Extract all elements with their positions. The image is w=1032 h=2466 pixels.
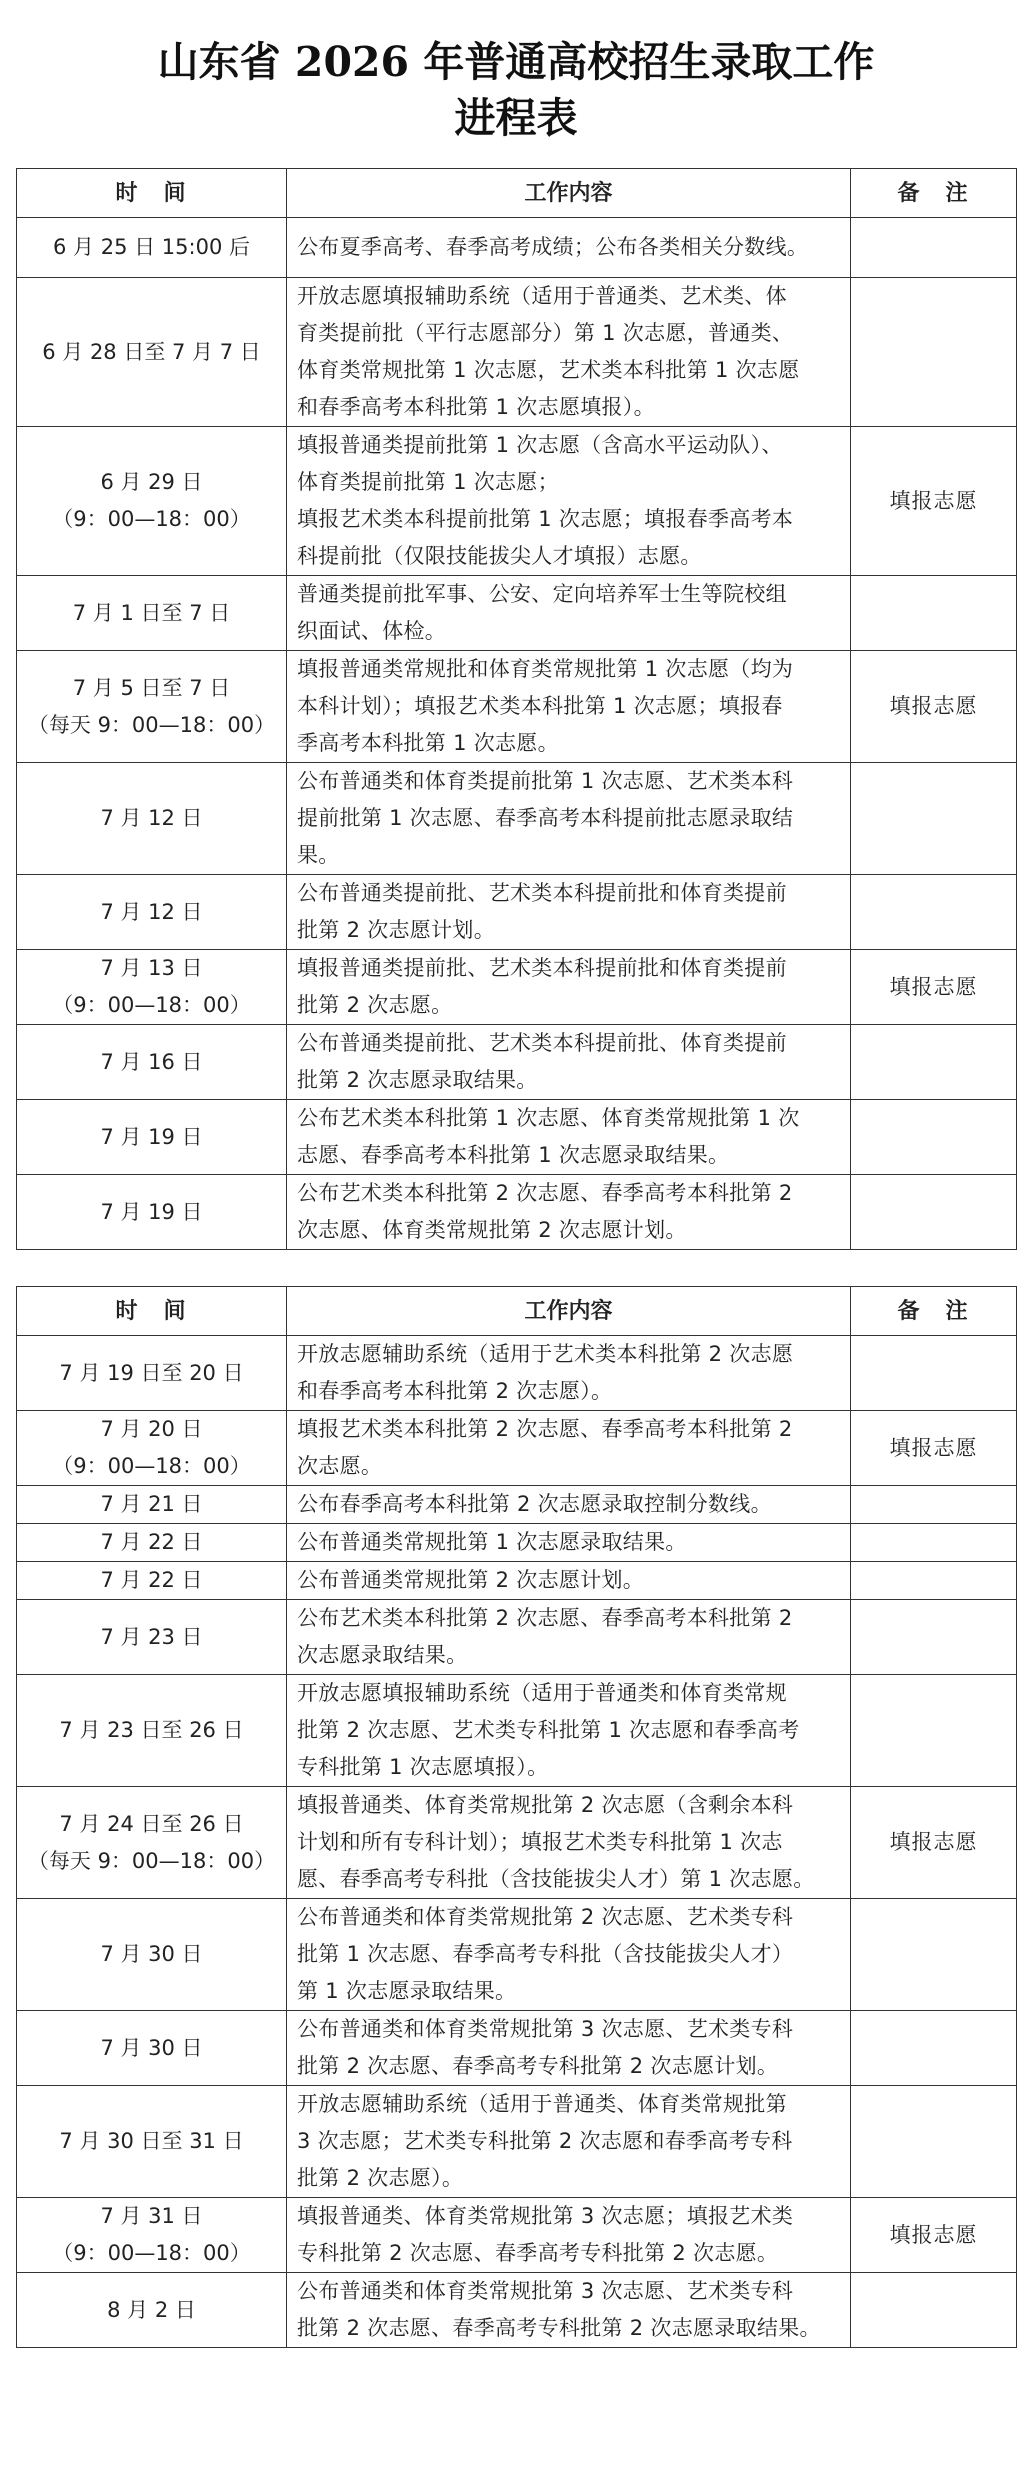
note-cell (851, 1562, 1017, 1600)
time-cell: 7 月 23 日至 26 日 (17, 1675, 287, 1787)
page-title-line1: 山东省 2026 年普通高校招生录取工作 (157, 38, 875, 86)
table-row (17, 1411, 1017, 1486)
table-header-row (17, 1287, 1017, 1336)
table-row (17, 1562, 1017, 1600)
table-row (17, 1600, 1017, 1675)
table-row (17, 1100, 1017, 1175)
content-cell: 填报普通类提前批第 1 次志愿（含高水平运动队）、 体育类提前批第 1 次志愿； 填报艺术类本科提前批第 1 次志愿；填报春季高考本 科提前批（仅限技能拔尖人才填报）志愿。 (287, 427, 851, 576)
table-row (17, 1175, 1017, 1250)
content-cell: 开放志愿辅助系统（适用于普通类、体育类常规批第 3 次志愿；艺术类专科批第 2 次志愿和春季高考专科 批第 2 次志愿）。 (287, 2086, 851, 2198)
time-cell: 7 月 1 日至 7 日 (17, 576, 287, 651)
content-cell: 填报艺术类本科批第 2 次志愿、春季高考本科批第 2 次志愿。 (287, 1411, 851, 1486)
table-row (17, 1336, 1017, 1411)
note-cell (851, 1025, 1017, 1100)
time-cell: 7 月 20 日 （9：00—18：00） (17, 1411, 287, 1486)
content-cell: 公布艺术类本科批第 2 次志愿、春季高考本科批第 2 次志愿、体育类常规批第 2 次志愿计划。 (287, 1175, 851, 1250)
content-cell: 填报普通类、体育类常规批第 2 次志愿（含剩余本科 计划和所有专科计划）；填报艺术类专科批第 1 次志 愿、春季高考专科批（含技能拔尖人才）第 1 次志愿。 (287, 1787, 851, 1899)
time-cell: 7 月 5 日至 7 日 （每天 9：00—18：00） (17, 651, 287, 763)
column-header-time: 时 间 (17, 169, 287, 218)
time-cell: 7 月 31 日 （9：00—18：00） (17, 2198, 287, 2273)
time-cell: 7 月 12 日 (17, 763, 287, 875)
time-cell: 7 月 22 日 (17, 1562, 287, 1600)
content-cell: 公布普通类常规批第 1 次志愿录取结果。 (287, 1524, 851, 1562)
note-cell: 填报志愿 (851, 1787, 1017, 1899)
time-cell: 7 月 24 日至 26 日 （每天 9：00—18：00） (17, 1787, 287, 1899)
time-cell: 7 月 30 日至 31 日 (17, 2086, 287, 2198)
content-cell: 开放志愿填报辅助系统（适用于普通类、艺术类、体 育类提前批（平行志愿部分）第 1 次志愿，普通类、 体育类常规批第 1 次志愿，艺术类本科批第 1 次志愿 和春季高考本科批第 1 次志愿填报）。 (287, 278, 851, 427)
content-cell: 公布普通类和体育类常规批第 2 次志愿、艺术类专科 批第 1 次志愿、春季高考专科批（含技能拔尖人才） 第 1 次志愿录取结果。 (287, 1899, 851, 2011)
note-cell (851, 1336, 1017, 1411)
note-cell (851, 1524, 1017, 1562)
table-row (17, 651, 1017, 763)
table-row (17, 1675, 1017, 1787)
content-cell: 公布艺术类本科批第 1 次志愿、体育类常规批第 1 次 志愿、春季高考本科批第 1 次志愿录取结果。 (287, 1100, 851, 1175)
note-cell (851, 1175, 1017, 1250)
table-row (17, 427, 1017, 576)
note-cell (851, 2273, 1017, 2348)
time-cell: 7 月 19 日至 20 日 (17, 1336, 287, 1411)
table-row (17, 1486, 1017, 1524)
note-cell (851, 278, 1017, 427)
content-cell: 公布普通类提前批、艺术类本科提前批、体育类提前 批第 2 次志愿录取结果。 (287, 1025, 851, 1100)
table-row (17, 576, 1017, 651)
note-cell: 填报志愿 (851, 1411, 1017, 1486)
table-row (17, 1899, 1017, 2011)
table-row (17, 2086, 1017, 2198)
note-cell (851, 1486, 1017, 1524)
note-cell (851, 2086, 1017, 2198)
content-cell: 填报普通类常规批和体育类常规批第 1 次志愿（均为 本科计划）；填报艺术类本科批第 1 次志愿；填报春 季高考本科批第 1 次志愿。 (287, 651, 851, 763)
table-row (17, 875, 1017, 950)
content-cell: 填报普通类提前批、艺术类本科提前批和体育类提前 批第 2 次志愿。 (287, 950, 851, 1025)
page-title-line2: 进程表 (454, 94, 578, 142)
content-cell: 普通类提前批军事、公安、定向培养军士生等院校组 织面试、体检。 (287, 576, 851, 651)
time-cell: 7 月 22 日 (17, 1524, 287, 1562)
note-cell (851, 576, 1017, 651)
content-cell: 公布春季高考本科批第 2 次志愿录取控制分数线。 (287, 1486, 851, 1524)
table-header-row (17, 169, 1017, 218)
note-cell (851, 763, 1017, 875)
table-row (17, 2198, 1017, 2273)
content-cell: 公布普通类和体育类常规批第 3 次志愿、艺术类专科 批第 2 次志愿、春季高考专科批第 2 次志愿计划。 (287, 2011, 851, 2086)
table-row (17, 1025, 1017, 1100)
time-cell: 7 月 23 日 (17, 1600, 287, 1675)
time-cell: 6 月 28 日至 7 月 7 日 (17, 278, 287, 427)
time-cell: 7 月 16 日 (17, 1025, 287, 1100)
column-header-note: 备 注 (851, 1287, 1017, 1336)
time-cell: 6 月 29 日 （9：00—18：00） (17, 427, 287, 576)
table-row (17, 2273, 1017, 2348)
content-cell: 公布普通类和体育类提前批第 1 次志愿、艺术类本科 提前批第 1 次志愿、春季高考本科提前批志愿录取结 果。 (287, 763, 851, 875)
time-cell: 8 月 2 日 (17, 2273, 287, 2348)
time-cell: 7 月 21 日 (17, 1486, 287, 1524)
page-title (0, 34, 1032, 146)
note-cell (851, 1675, 1017, 1787)
column-header-time: 时 间 (17, 1287, 287, 1336)
column-header-note: 备 注 (851, 169, 1017, 218)
note-cell (851, 1899, 1017, 2011)
note-cell (851, 875, 1017, 950)
note-cell: 填报志愿 (851, 427, 1017, 576)
note-cell (851, 1600, 1017, 1675)
schedule-table-part1 (16, 168, 1017, 1250)
content-cell: 填报普通类、体育类常规批第 3 次志愿；填报艺术类 专科批第 2 次志愿、春季高考专科批第 2 次志愿。 (287, 2198, 851, 2273)
content-cell: 公布普通类常规批第 2 次志愿计划。 (287, 1562, 851, 1600)
time-cell: 7 月 30 日 (17, 2011, 287, 2086)
note-cell (851, 1100, 1017, 1175)
time-cell: 6 月 25 日 15:00 后 (17, 218, 287, 278)
content-cell: 公布普通类提前批、艺术类本科提前批和体育类提前 批第 2 次志愿计划。 (287, 875, 851, 950)
table-row (17, 1787, 1017, 1899)
column-header-content: 工作内容 (287, 1287, 851, 1336)
table-row (17, 2011, 1017, 2086)
note-cell: 填报志愿 (851, 2198, 1017, 2273)
time-cell: 7 月 13 日 （9：00—18：00） (17, 950, 287, 1025)
time-cell: 7 月 12 日 (17, 875, 287, 950)
time-cell: 7 月 30 日 (17, 1899, 287, 2011)
note-cell (851, 218, 1017, 278)
table-row (17, 278, 1017, 427)
content-cell: 公布艺术类本科批第 2 次志愿、春季高考本科批第 2 次志愿录取结果。 (287, 1600, 851, 1675)
content-cell: 开放志愿填报辅助系统（适用于普通类和体育类常规 批第 2 次志愿、艺术类专科批第 1 次志愿和春季高考 专科批第 1 次志愿填报）。 (287, 1675, 851, 1787)
time-cell: 7 月 19 日 (17, 1100, 287, 1175)
table-row (17, 1524, 1017, 1562)
schedule-table-part2 (16, 1286, 1017, 2348)
column-header-content: 工作内容 (287, 169, 851, 218)
table-row (17, 950, 1017, 1025)
note-cell: 填报志愿 (851, 950, 1017, 1025)
content-cell: 公布夏季高考、春季高考成绩；公布各类相关分数线。 (287, 218, 851, 278)
table-row (17, 218, 1017, 278)
note-cell: 填报志愿 (851, 651, 1017, 763)
content-cell: 开放志愿辅助系统（适用于艺术类本科批第 2 次志愿 和春季高考本科批第 2 次志愿）。 (287, 1336, 851, 1411)
content-cell: 公布普通类和体育类常规批第 3 次志愿、艺术类专科 批第 2 次志愿、春季高考专科批第 2 次志愿录取结果。 (287, 2273, 851, 2348)
time-cell: 7 月 19 日 (17, 1175, 287, 1250)
note-cell (851, 2011, 1017, 2086)
table-row (17, 763, 1017, 875)
